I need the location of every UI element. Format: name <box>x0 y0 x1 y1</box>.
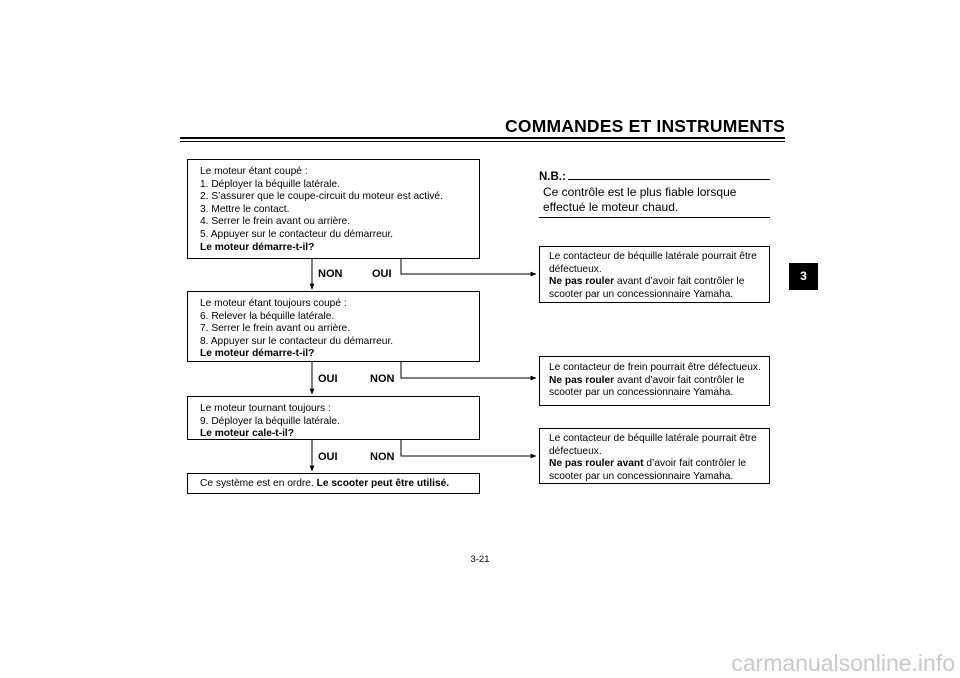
flow-result-box-1 <box>539 246 770 303</box>
flow-step-box-2 <box>187 291 480 362</box>
step-line: 8. Appuyer sur le contacteur du démarreur. <box>200 335 394 347</box>
step-line: 4. Serrer le frein avant ou arrière. <box>200 216 351 228</box>
flow-result-box-2 <box>539 356 770 406</box>
result-line: défectueux. <box>549 445 602 457</box>
result-bold: Le scooter peut être utilisé. <box>316 478 450 489</box>
chapter-tab: 3 <box>789 263 818 290</box>
result-line: scooter par un concessionnaire Yamaha. <box>549 387 734 399</box>
step-question: Le moteur démarre-t-il? <box>200 241 315 253</box>
result-text: Ce système est en ordre. <box>200 478 317 489</box>
branch-label-down-2: OUI <box>318 373 338 385</box>
result-line: Le contacteur de frein pourrait être défectueux. <box>549 362 761 373</box>
flow-step-box-3 <box>187 396 480 440</box>
result-line: avant d’avoir fait contrôler le <box>614 374 745 386</box>
step-line: Le moteur tournant toujours : <box>200 403 331 414</box>
step-line: 6. Relever la béquille latérale. <box>200 310 335 322</box>
step-line: Le moteur étant toujours coupé : <box>200 298 347 309</box>
flow-result-box-3 <box>539 428 770 484</box>
note-rule-bottom <box>539 217 770 218</box>
arrow-right-2 <box>401 362 536 378</box>
branch-label-right-3: NON <box>370 451 395 463</box>
watermark: carmanualsonline.info <box>731 650 955 676</box>
step-line: 1. Déployer la béquille latérale. <box>200 178 340 190</box>
warning-bold: Ne pas rouler <box>549 374 615 386</box>
step-line: 2. S’assurer que le coupe-circuit du moteur est activé. <box>200 191 443 203</box>
arrow-right-1 <box>401 259 536 274</box>
result-line: défectueux. <box>549 263 602 275</box>
flow-step-box-1 <box>187 159 480 259</box>
step-question: Le moteur cale-t-il? <box>200 428 294 440</box>
step-line: Le moteur étant coupé : <box>200 166 308 177</box>
note-rule-top <box>568 179 770 180</box>
step-line: 7. Serrer le frein avant ou arrière. <box>200 323 351 335</box>
branch-label-right-2: NON <box>370 373 395 385</box>
step-line: 5. Appuyer sur le contacteur du démarreur. <box>200 228 394 240</box>
branch-label-down-3: OUI <box>318 451 338 463</box>
note-text: Ce contrôle est le plus fiable lorsque effectué le moteur chaud. <box>543 185 737 214</box>
step-line: 3. Mettre le contact. <box>200 203 290 215</box>
page-number: 3-21 <box>470 554 490 565</box>
step-question: Le moteur démarre-t-il? <box>200 348 315 360</box>
warning-bold: Ne pas rouler avant <box>549 458 644 470</box>
arrow-right-3 <box>401 440 536 456</box>
result-line: scooter par un concessionnaire Yamaha. <box>549 288 734 300</box>
note-title: N.B.: <box>539 171 566 183</box>
warning-bold: Ne pas rouler <box>549 276 615 288</box>
branch-label-down-1: NON <box>318 268 343 280</box>
page-title: COMMANDES ET INSTRUMENTS <box>505 116 785 136</box>
result-line: scooter par un concessionnaire Yamaha. <box>549 470 734 482</box>
result-line: d’avoir fait contrôler le <box>643 458 747 470</box>
result-line: avant d’avoir fait contrôler le <box>614 276 745 288</box>
branch-label-right-1: OUI <box>372 268 392 280</box>
result-line: Le contacteur de béquille latérale pourrait être <box>549 433 757 444</box>
step-line: 9. Déployer la béquille latérale. <box>200 415 340 427</box>
flow-step-box-4 <box>187 473 480 494</box>
result-line: Le contacteur de béquille latérale pourrait être <box>549 251 757 262</box>
